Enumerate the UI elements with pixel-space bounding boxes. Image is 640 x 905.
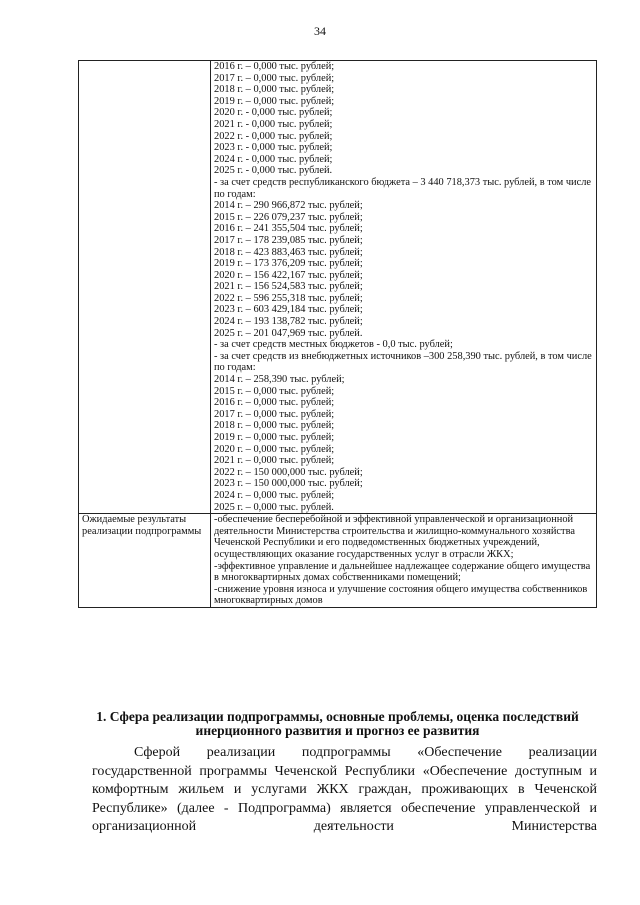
year-amount-line: 2019 г. – 0,000 тыс. рублей;	[214, 432, 335, 443]
year-amount-line: 2023 г. - 0,000 тыс. рублей;	[214, 142, 333, 154]
year-amount-line: 2014 г. – 258,390 тыс. рублей;	[214, 374, 345, 386]
financing-value-cell	[211, 61, 597, 514]
year-amount-line: 2020 г. – 156 422,167 тыс. рублей;	[214, 269, 363, 281]
year-amount-line: 2019 г. – 173 376,209 тыс. рублей;	[214, 258, 363, 270]
year-amount-line: 2025 г. - 0,000 тыс. рублей.	[214, 165, 333, 177]
year-amount-line: 2015 г. – 0,000 тыс. рублей;	[214, 385, 335, 397]
page-number: 34	[314, 24, 326, 38]
year-amount-line: 2016 г. – 0,000 тыс. рублей;	[214, 61, 335, 72]
extrabudget-intro: - за счет средств из внебюджетных источников –300 258,390 тыс. рублей, в том числе по годам:	[214, 350, 592, 374]
year-amount-line: 2016 г. – 241 355,504 тыс. рублей;	[214, 223, 363, 235]
year-amount-line: 2024 г. - 0,000 тыс. рублей;	[214, 153, 333, 165]
year-amount-line: 2018 г. – 423 883,463 тыс. рублей;	[214, 246, 363, 258]
year-amount-line: 2024 г. – 0,000 тыс. рублей;	[214, 489, 335, 501]
section-paragraph: Сферой реализации подпрограммы «Обеспечение реализации государственной программы Чеченской Республики «Обеспечение доступным и комфортным жильем и услугами ЖКХ граждан, проживающих в Чеченской Республике» (далее - Подпрограмма) является обеспечение управленческой и организационной деятельности Министерства	[92, 745, 597, 834]
year-amount-line: 2017 г. – 0,000 тыс. рублей;	[214, 72, 335, 84]
results-list	[214, 514, 596, 607]
result-item: -снижение уровня износа и улучшение состояния общего имущества собственников многоквартирных домов	[214, 583, 588, 607]
year-amount-line: 2018 г. – 0,000 тыс. рублей;	[214, 84, 335, 96]
year-amount-line: 2022 г. - 0,000 тыс. рублей;	[214, 130, 333, 142]
year-amount-line: 2021 г. – 156 524,583 тыс. рублей;	[214, 281, 363, 293]
results-label: Ожидаемые результаты реализации подпрограммы	[79, 514, 211, 608]
year-amount-line: 2025 г. – 0,000 тыс. рублей.	[214, 501, 334, 513]
passport-table	[78, 60, 597, 608]
year-amount-line: 2020 г. - 0,000 тыс. рублей;	[214, 107, 333, 119]
result-item: -обеспечение бесперебойной и эффективной управленческой и организационной деятельности Министерства строительства и жилищно-коммунального хозяйства Чеченской Республики и его подведомственных бюджетных учреждений, осуществляющих оказание государственных услуг в отрасли ЖКХ;	[214, 514, 575, 560]
year-amount-line: 2022 г. – 150 000,000 тыс. рублей;	[214, 466, 363, 478]
results-value-cell	[211, 514, 597, 608]
year-amount-line: 2024 г. – 193 138,782 тыс. рублей;	[214, 316, 363, 328]
year-amount-line: 2016 г. – 0,000 тыс. рублей;	[214, 397, 335, 409]
year-amount-line: 2017 г. – 178 239,085 тыс. рублей;	[214, 234, 363, 246]
year-amount-line: 2019 г. – 0,000 тыс. рублей;	[214, 95, 335, 107]
section-heading: 1. Сфера реализации подпрограммы, основные проблемы, оценка последствий инерционного развития и прогноз ее развития	[96, 709, 579, 738]
year-amount-line: 2022 г. – 596 255,318 тыс. рублей;	[214, 292, 363, 304]
continuation-lines	[214, 61, 596, 177]
year-amount-line: 2018 г. – 0,000 тыс. рублей;	[214, 420, 335, 432]
republic-budget-intro: - за счет средств республиканского бюджета – 3 440 718,373 тыс. рублей, в том числе по годам:	[214, 176, 592, 200]
year-amount-line: 2017 г. – 0,000 тыс. рублей;	[214, 408, 335, 420]
year-amount-line: 2023 г. – 150 000,000 тыс. рублей;	[214, 478, 363, 490]
financing-label-cell	[79, 61, 211, 514]
year-amount-line: 2025 г. – 201 047,969 тыс. рублей.	[214, 327, 363, 339]
year-amount-line: 2014 г. – 290 966,872 тыс. рублей;	[214, 200, 363, 212]
year-amount-line: 2020 г. – 0,000 тыс. рублей;	[214, 443, 335, 455]
extrabudget-lines	[214, 374, 596, 513]
table-row-results	[79, 514, 597, 608]
result-item: -эффективное управление и дальнейшее надлежащее содержание общего имущества в многоквартирных домах собственниками помещений;	[214, 560, 591, 584]
table-row-financing	[79, 61, 597, 514]
year-amount-line: 2015 г. – 226 079,237 тыс. рублей;	[214, 211, 363, 223]
year-amount-line: 2021 г. – 0,000 тыс. рублей;	[214, 455, 335, 467]
local-budget-line: - за счет средств местных бюджетов - 0,0 тыс. рублей;	[214, 339, 453, 351]
republic-budget-lines	[214, 200, 596, 339]
year-amount-line: 2021 г. - 0,000 тыс. рублей;	[214, 118, 333, 130]
year-amount-line: 2023 г. – 603 429,184 тыс. рублей;	[214, 304, 363, 316]
